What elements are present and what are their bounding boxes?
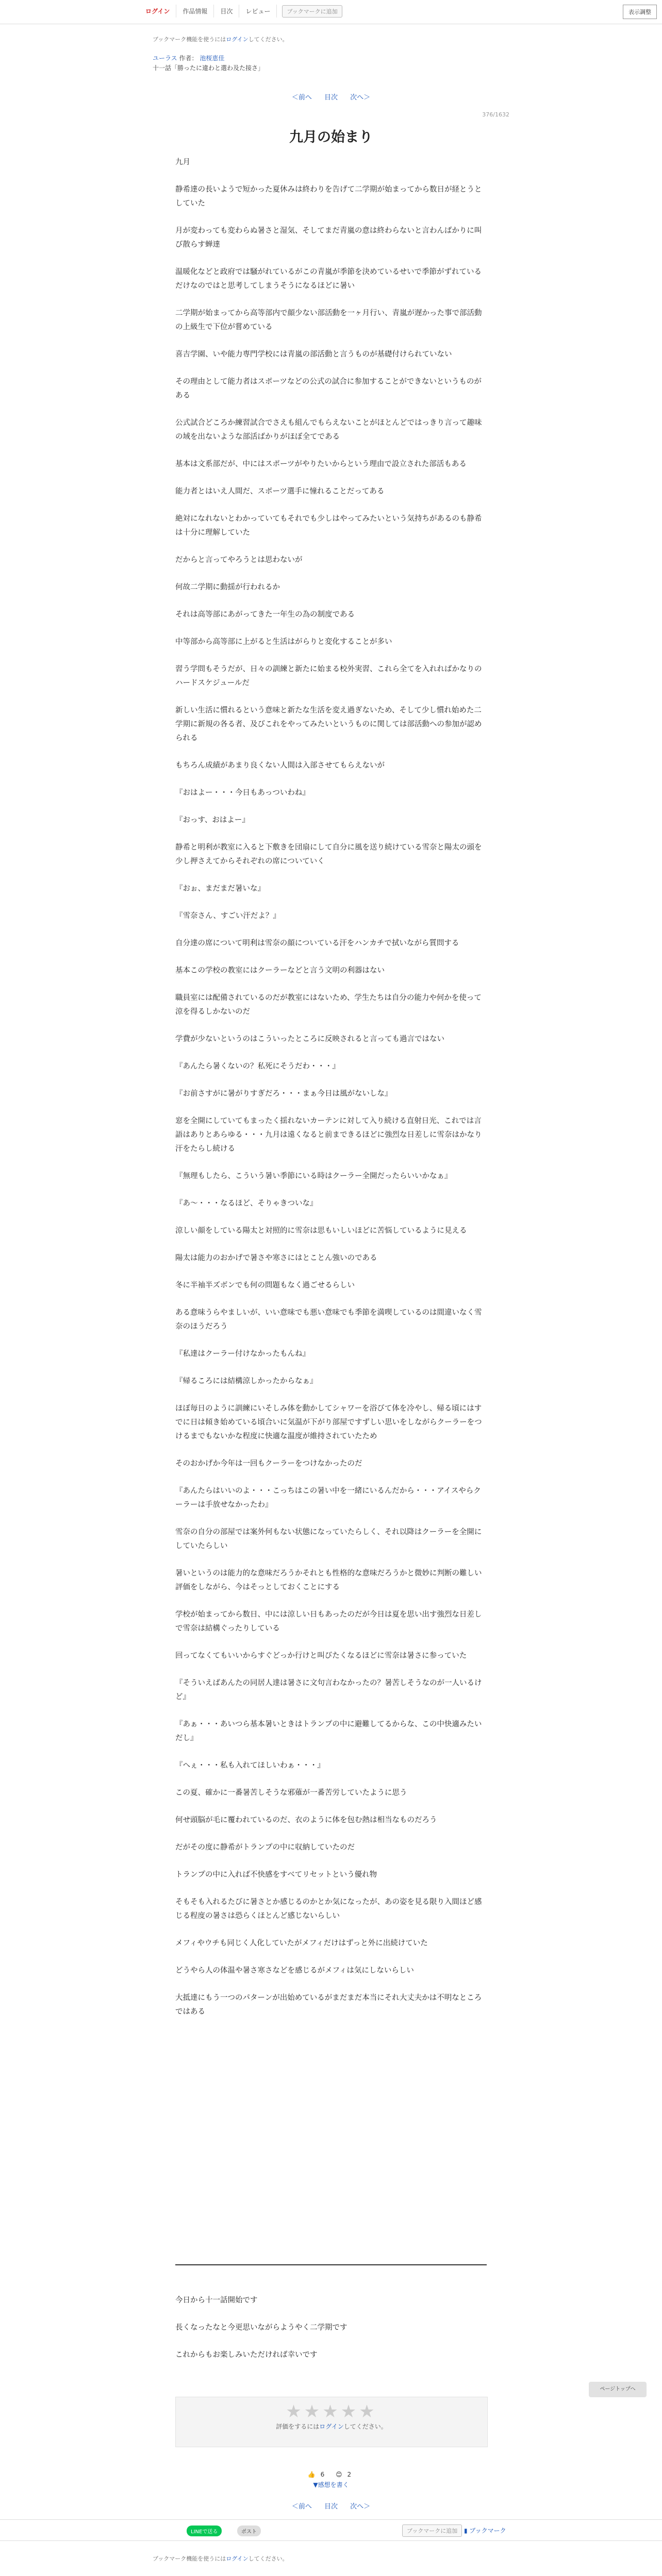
page-number: 376/1632 <box>482 111 509 118</box>
novel-paragraph: その理由として能力者はスポーツなどの公式の試合に参加することができないというものがある <box>175 378 482 400</box>
novel-paragraph: そもそも入れるたびに暑さとか感じるのかとか気になったが、あの姿を見る限り入間ほど感じる程度の暑さは恐らくほとんど感じないらしい <box>175 1898 482 1920</box>
line-share-button[interactable]: LINEで送る <box>187 2526 222 2536</box>
novel-paragraph: ほぼ毎日のように訓練にいそしみ体を動かしてシャワーを浴びて体を冷やし、帰る頃にはすでに日は傾き始めている頃合いに気温が下がり部屋ですずしい思いをしながらクーラーをつけるまでもないかな程度に快適な温度が維持されていたため <box>175 1404 482 1440</box>
login-link[interactable]: ログイン <box>139 5 176 18</box>
contents-link[interactable]: 目次 <box>214 5 239 18</box>
novel-paragraph: 職員室には配備されているのだが教室にはないため、学生たちは自分の能力や何かを使って涼を得るしかないのだ <box>175 994 482 1016</box>
novel-paragraph: この夏、確かに一番暑苦しそうな邪薙が一番苦労していたように思う <box>175 1789 407 1797</box>
rating-note: 評価をするにはログインしてください。 <box>276 2423 387 2430</box>
prev-link-bottom[interactable]: ＜前へ <box>291 2503 312 2511</box>
novel-paragraph: 能力者とはいえ人間だ、スポーツ選手に憧れることだってある <box>175 487 385 496</box>
bookmark-notice: ブックマーク機能を使うにはログインしてください。 <box>153 36 288 43</box>
novel-paragraph: 九月 <box>175 158 190 166</box>
bookmark-add-button-bottom[interactable]: ブックマークに追加 <box>402 2524 462 2537</box>
novel-paragraph: 絶対になれないとわかっていてもそれでも少しはやってみたいという気持ちがあるのも静希は十分に理解していた <box>175 515 482 537</box>
novel-paragraph: 『そういえばあんたの同居人達は暑さに文句言わなかったの？暑苦しそうなのが一人いるけど』 <box>175 1679 482 1701</box>
novel-paragraph: 何せ頭脳が毛に覆われているのだ、衣のように体を包む熱は相当なものだろう <box>175 1816 437 1824</box>
chapter-label: 十一話「勝ったに違わと選わ及た接さ」 <box>153 64 264 72</box>
novel-paragraph: 『あ～・・・なるほど、そりゃきついな』 <box>175 1199 318 1208</box>
pager-top <box>153 92 509 101</box>
novel-paragraph: 喜吉学園、いや能力専門学校には青嵐の部活動と言うものが基礎付けられていない <box>175 350 452 359</box>
novel-paragraph: 二学期が始まってから高等部内で顔少ない部活動を一ヶ月行い、青嵐が遅かった事で部活動の上級生で下位が嘗めている <box>175 309 482 331</box>
novel-paragraph: 暑いというのは能力的な意味だろうかそれとも性格的な意味だろうかと微妙に判断の難しい評価をしながら、今はそっとしておくことにする <box>175 1569 482 1591</box>
toc-link-bottom[interactable]: 目次 <box>324 2503 338 2511</box>
novel-paragraph: 『あんたら暑くないの？私死にそうだわ・・・』 <box>175 1062 340 1071</box>
novel-paragraph: 涼しい顔をしている陽太と対照的に雪奈は思もいしいほどに苦悩しているように見える <box>175 1227 467 1235</box>
afterword-separator <box>175 2264 487 2265</box>
novel-paragraph: 窓を全開にしていてもまったく揺れないカーテンに対して入り続ける直射日光、これでは言語はありとあらゆる・・・九月は遠くなると前まできるほどに強烈な日差しに雪奈はかなり汗をたらし続ける <box>175 1117 482 1153</box>
reactions <box>153 2471 509 2478</box>
page-top-tab[interactable]: ページトップへ <box>589 2382 647 2397</box>
novel-paragraph: 『帰るころには結構涼しかったからなぁ』 <box>175 1377 318 1385</box>
top-navigation <box>0 0 662 24</box>
novel-paragraph: 温暖化などと政府では騒がれているがこの青嵐が季節を決めているせいで季節がずれているだけなのではと思考してしまうそうになるほどに暑い <box>175 268 482 290</box>
novel-paragraph: 『私達はクーラー付けなかったもんね』 <box>175 1350 310 1358</box>
novel-paragraph: 習う学問もそうだが、日々の訓練と新たに始まる校外実習、これら全てを入れればかなりのハードスケジュールだ <box>175 665 482 687</box>
novel-paragraph: 『お前さすがに暑がりすぎだろ・・・まぁ今日は風がないしな』 <box>175 1090 392 1098</box>
novel-body <box>175 156 487 2032</box>
novel-paragraph: 静希と明利が教室に入ると下敷きを団扇にして自分に風を送り続けている雪奈と陽太の頭を少し押さえてからそれぞれの席についていく <box>175 843 482 866</box>
afterword-paragraph: これからもお楽しみいただければ幸いです <box>175 2351 318 2359</box>
write-impression-link[interactable]: ▼感想を書く <box>313 2481 349 2488</box>
novel-paragraph: 『あんたらはいいのよ・・・こっちはこの暑い中を一緒にいるんだから・・・アイスやらクーラーは手放せなかったわ』 <box>175 1487 481 1509</box>
bookmark-notice-bottom: ブックマーク機能を使うにはログインしてください。 <box>153 2555 288 2562</box>
author-link[interactable]: 池桜恵佳 <box>200 55 225 62</box>
novel-paragraph: そのおかげか今年は一回もクーラーをつけなかったのだ <box>175 1460 362 1468</box>
novel-paragraph: 学費が少ないというのはこういったところに反映されると言っても過言ではない <box>175 1035 444 1043</box>
rating-login-link[interactable]: ログイン <box>319 2423 344 2430</box>
novel-paragraph: 回ってなくてもいいからすぐどっか行けと叫びたくなるほどに雪奈は暑さに参っていた <box>175 1652 467 1660</box>
series-link[interactable]: ユーラス <box>153 55 177 62</box>
share-bar <box>0 2519 662 2541</box>
review-link[interactable]: レビュー <box>239 5 277 18</box>
bookmark-notice-login-link[interactable]: ログイン <box>226 36 249 43</box>
novel-paragraph: 『無理もしたら、こういう暑い季節にいる時はクーラー全開だったらいいかなぁ』 <box>175 1172 452 1180</box>
novel-paragraph: 新しい生活に慣れるという意味と新たな生活を変え過ぎないため、そして少し慣れ始めた二学期に新規の各る者、及びこれをやってみたいというものに関しては部活動への参加が認められる <box>175 706 482 742</box>
novel-paragraph: 冬に半袖半ズボンでも何の問題もなく過ごせるらしい <box>175 1281 355 1290</box>
novel-paragraph: だからと言ってやろうとは思わないが <box>175 556 303 564</box>
novel-paragraph: 中等部から高等部に上がると生活はがらりと変化することが多い <box>175 638 392 646</box>
rating-stars[interactable]: ★★★★★ <box>286 2401 377 2422</box>
novel-paragraph: 大抵達にもう一つのパターンが出始めているがまだまだ本当にそれ大丈夫かは不明なところではある <box>175 1994 482 2016</box>
novel-paragraph: 何故二学期に動揺が行われるか <box>175 583 280 591</box>
novel-paragraph: 自分達の席について明利は雪奈の顔についている汗をハンカチで拭いながら質問する <box>175 939 459 947</box>
post-share-button[interactable]: ポスト <box>237 2526 261 2536</box>
bookmark-notice-login-link-bottom[interactable]: ログイン <box>226 2555 249 2562</box>
novel-paragraph: どうやら人の体温や暑さ寒さなどを感じるがメフィは気にしないらしい <box>175 1967 414 1975</box>
novel-paragraph: もちろん成績があまり良くない人間は入部させてもらえないが <box>175 761 385 770</box>
novel-paragraph: 公式試合どころか練習試合でさえも組んでもらえないことがほとんどではっきり言って趣味の域を出ないような部活ばかりがほぼ全てである <box>175 419 482 441</box>
afterword <box>175 2294 487 2376</box>
novel-paragraph: 学校が始まってから数日、中には涼しい日もあったのだが今日は夏を思い出す強烈な日差しで雪奈は結構ぐったりしている <box>175 1611 482 1633</box>
novel-paragraph: 月が変わっても変わらぬ暑さと湿気、そしてまだ青嵐の意は終わらないと言わんばかりに叫び散らす蝉達 <box>175 227 482 249</box>
prev-link[interactable]: ＜前へ <box>291 94 312 101</box>
novel-paragraph: 『おはよー・・・今日もあっついわね』 <box>175 789 310 797</box>
next-link-bottom[interactable]: 次へ＞ <box>350 2503 371 2511</box>
like-reaction[interactable]: 👍 6 <box>307 2471 325 2478</box>
novel-paragraph: 『おっす、おはよー』 <box>175 816 250 824</box>
display-settings-button[interactable]: 表示調整 <box>623 5 657 19</box>
novel-paragraph: 『あぁ・・・あいつら基本暑いときはトランプの中に避難してるからな、この中快適みたいだし』 <box>175 1720 482 1742</box>
novel-paragraph: 基本この学校の教室にはクーラーなどと言う文明の利器はない <box>175 967 385 975</box>
chapter-title: 九月の始まり <box>289 129 373 145</box>
afterword-paragraph: 長くなったなと今更思いながらようやく二学期です <box>175 2324 347 2332</box>
novel-paragraph: メフィやウチも同じく人化していたがメフィだけはずっと外に出続けていた <box>175 1939 428 1947</box>
pager-bottom <box>153 2501 509 2511</box>
afterword-paragraph: 今日から十一話開始です <box>175 2296 258 2304</box>
write-impression-link-wrap <box>153 2480 509 2489</box>
novel-paragraph: トランプの中に入れば不快感をすべてリセットという優れ物 <box>175 1871 377 1879</box>
novel-paragraph: 基本は文系部だが、中にはスポーツがやりたいからという理由で設立された部活もある <box>175 460 467 468</box>
novel-paragraph: ある意味うらやましいが、いい意味でも悪い意味でも季節を満喫しているのは間違いなく雪奈のほうだろう <box>175 1309 482 1331</box>
bookmark-add-button[interactable]: ブックマークに追加 <box>282 5 342 18</box>
smile-reaction[interactable]: 😊 2 <box>336 2471 352 2478</box>
work-info-link[interactable]: 作品情報 <box>176 5 214 18</box>
novel-paragraph: だがその度に静希がトランプの中に収納していたのだ <box>175 1843 355 1852</box>
novel-paragraph: 陽太は能力のおかげで暑さや寒さにはとことん強いのである <box>175 1254 377 1262</box>
novel-paragraph: 静希達の長いようで短かった夏休みは終わりを告げて二学期が始まってから数日が経とうとしていた <box>175 185 482 208</box>
novel-paragraph: 『へぇ・・・私も入れてほしいわぁ・・・』 <box>175 1761 325 1770</box>
rating-box <box>175 2397 488 2447</box>
novel-paragraph: 雪奈の自分の部屋では案外何もない状態になっていたらしく、それ以降はクーラーを全開にしていたらしい <box>175 1528 482 1550</box>
next-link[interactable]: 次へ＞ <box>350 94 371 101</box>
novel-paragraph: 『おぉ、まだまだ暑いな』 <box>175 885 265 893</box>
toc-link[interactable]: 目次 <box>324 94 338 101</box>
breadcrumb: ユーラス 作者： 池桜恵佳 十一話「勝ったに違わと選わ及た接さ」 <box>153 54 509 73</box>
novel-paragraph: それは高等部にあがってきた一年生の為の制度である <box>175 611 355 619</box>
bookmark-link-bottom[interactable]: ▮ ブックマーク <box>464 2527 506 2534</box>
novel-paragraph: 『雪奈さん、すごい汗だよ？』 <box>175 912 280 920</box>
